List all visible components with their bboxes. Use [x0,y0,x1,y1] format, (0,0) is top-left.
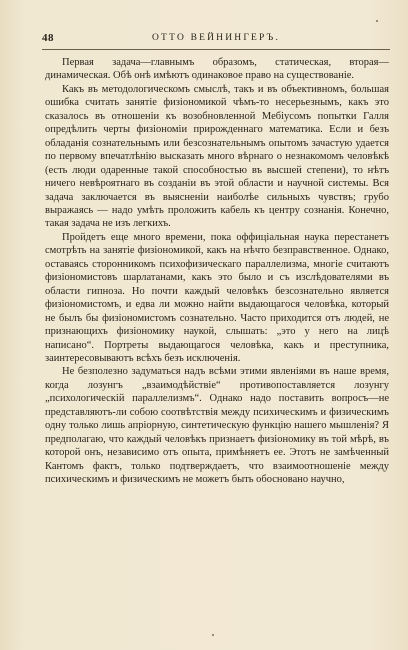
paragraph-3: Пройдетъ еще много времени, пока оффиціальная наука перестанетъ смотрѣть на занятіе физіономикой, какъ на нѣчто безправственное. Однако, оставаясь сторонникомъ психофизическаго параллелизма, многіе считаютъ физіономистовъ шарлатанами, какъ это было и съ изслѣдователями въ области гипноза. Но почти каждый человѣкъ безсознательно является физіономистомъ, и едва ли можно найти выдающагося человѣка, который не былъ бы физіономистомъ сознательно. Часто приходится отъ людей, не признающихъ физіономику наукой, слышать: „это у него на лицѣ написано“. Портреты выдающагося человѣка, какъ и преступника, заинтересовываютъ всѣхъ безъ исключенія. [45,231,389,364]
page-header [42,32,388,50]
paper-speck [376,20,378,22]
page-number: 48 [42,32,54,44]
header-rule [42,49,390,50]
running-head: ОТТО ВЕЙНИНГЕРЪ. [152,33,281,43]
body-text [45,56,389,487]
paragraph-1: Первая задача—главнымъ образомъ, статическая, вторая—динамическая. Обѣ онѣ имѣютъ одинаковое право на существованіе. [45,57,389,82]
paper-speck [212,634,214,636]
paragraph-2: Какъ въ методологическомъ смыслѣ, такъ и въ объективномъ, большая ошибка считать занятіе физіономикой чѣмъ-то несерьезнымъ, какъ это сказалось въ отношеніи къ возобновленной Мебіусомъ попытки Галля опредѣлить черты физіономіи прирожденнаго математика. Если и безъ обладанія сознательнымъ или безсознательнымъ опытомъ зачастую удается по первому впечатлѣнію высказать много вѣрнаго о незнакомомъ человѣкѣ (есть люди одаренные такой способностью въ высшей степени), то нѣтъ ничего невѣроятнаго въ созданіи въ этой области и научной системы. Вся задача заключается въ выясненіи наиболѣе сильныхъ чувствъ; грубо выражаясь — надо умѣть проложить кабель къ центру сознанія. Конечно, такая задача не изъ легкихъ. [45,83,389,230]
paragraph-4: Не безполезно задуматься надъ всѣми этими явленіями въ наше время, когда лозунгъ „взаимодѣйствіе“ противопоставляется лозунгу „психологическій параллелизмъ“. Однако надо поставить вопросъ—не представляютъ-ли собою соотвѣтствія между психическимъ и физическимъ одну только лишь апріорную, синтетическую функцію нашего мышленія? Я предполагаю, что каждый человѣкъ признаетъ физіономику въ той мѣрѣ, въ которой онъ, независимо отъ опыта, примѣняетъ ее. Этотъ не замѣченный Кантомъ фактъ, только подтверждаетъ, что взаимоотношеніе между психическимъ и физическимъ не можетъ быть обосновано научно, [45,366,389,486]
